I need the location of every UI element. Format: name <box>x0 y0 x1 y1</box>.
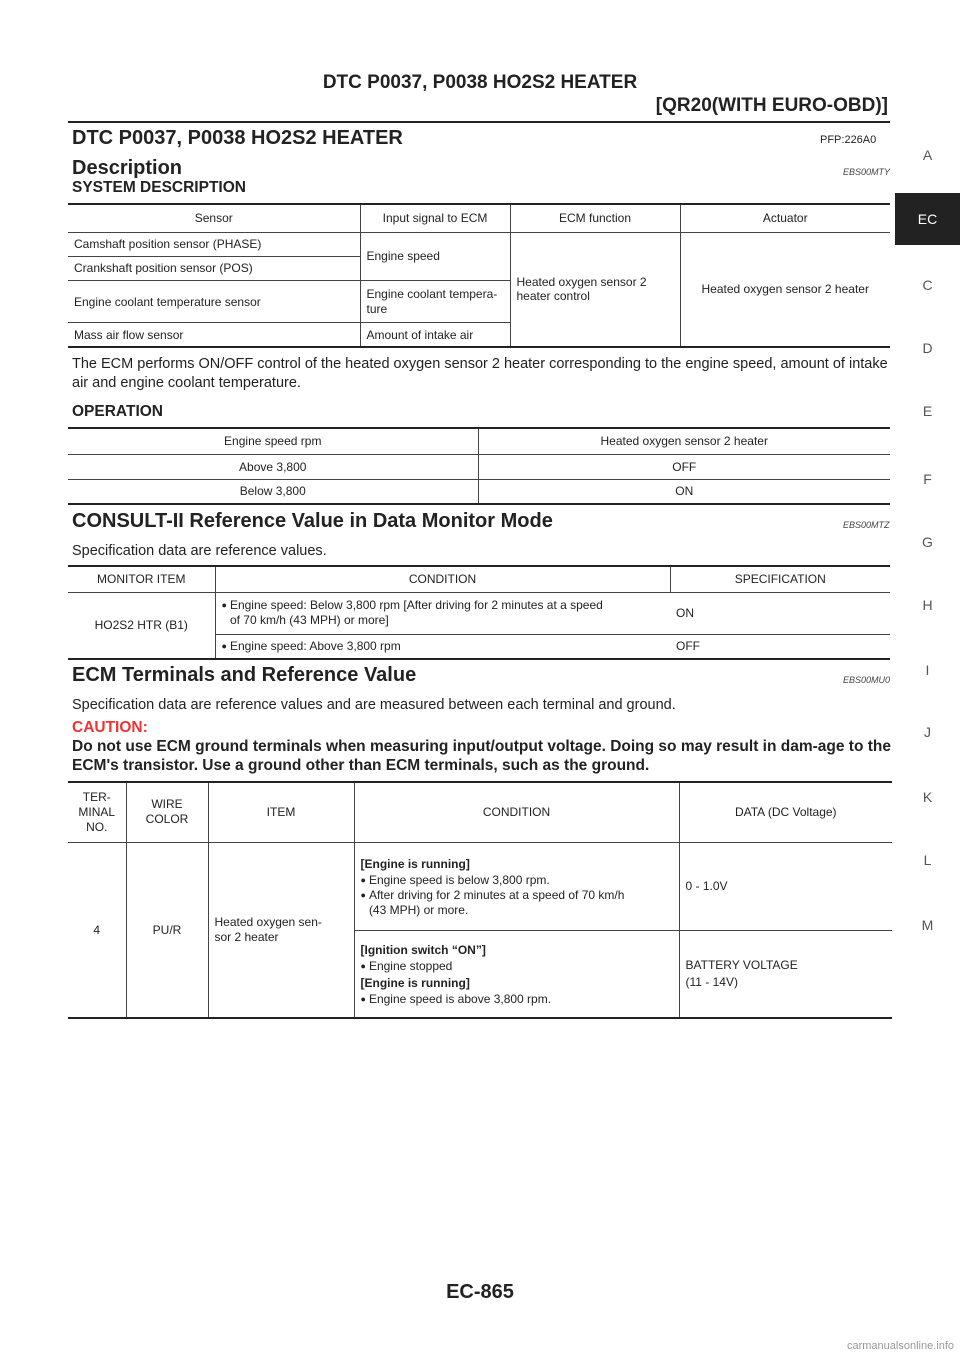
side-index-tab-g[interactable]: G <box>922 534 933 550</box>
spec-cell: OFF <box>676 639 700 654</box>
bullet-icon: ● <box>221 600 227 611</box>
bullet-icon: ● <box>221 640 227 651</box>
side-index-tab-a[interactable]: A <box>922 147 933 163</box>
sensor-cell: Camshaft position sensor (PHASE) <box>68 232 360 256</box>
col-header-wire-color: WIRE COLOR <box>126 782 208 842</box>
sensor-cell: Engine coolant temperature sensor <box>68 281 360 323</box>
col-header-item: ITEM <box>208 782 354 842</box>
col-header-terminal: TER- MINAL NO. <box>68 782 126 842</box>
col-header-monitor-item: MONITOR ITEM <box>68 566 215 592</box>
col-header-specification: SPECIFICATION <box>670 566 890 592</box>
side-index-tab-l[interactable]: L <box>923 852 932 868</box>
consult-table <box>68 565 890 660</box>
condition-cell: ● Engine speed: Above 3,800 rpm <box>215 634 670 659</box>
col-header-heater: Heated oxygen sensor 2 heater <box>478 428 890 454</box>
consult-code: EBS00MTZ <box>843 520 890 530</box>
system-description-heading: SYSTEM DESCRIPTION <box>72 179 246 196</box>
page-number: EC-865 <box>446 1281 514 1303</box>
operation-table <box>68 427 890 505</box>
bullet-icon: ● <box>360 993 366 1004</box>
caution-label: CAUTION: <box>72 719 148 736</box>
col-header-data: DATA (DC Voltage) <box>679 782 892 842</box>
side-index-tab-i[interactable]: I <box>925 662 930 678</box>
col-header-input: Input signal to ECM <box>360 204 510 232</box>
page-header-title: DTC P0037, P0038 HO2S2 HEATER <box>322 72 638 93</box>
consult-heading: CONSULT-II Reference Value in Data Monitor Mode <box>72 510 553 532</box>
item-cell: Heated oxygen sen- sor 2 heater <box>208 842 354 1018</box>
side-index-tab-d[interactable]: D <box>922 340 933 356</box>
actuator-cell: Heated oxygen sensor 2 heater <box>680 232 890 347</box>
ecm-heading: ECM Terminals and Reference Value <box>72 664 417 686</box>
input-cell: Amount of intake air <box>360 323 510 347</box>
col-header-condition: CONDITION <box>215 566 670 592</box>
caution-text: Do not use ECM ground terminals when measuring input/output voltage. Doing so may result in dam-age to the ECM's transistor. Use a ground other than ECM terminals, such as the ground. <box>72 738 891 774</box>
section-title: DTC P0037, P0038 HO2S2 HEATER <box>72 127 403 149</box>
side-index-tab-m[interactable]: M <box>921 917 934 933</box>
page-header-subtitle: [QR20(WITH EURO-OBD)] <box>655 95 888 116</box>
ecm-note: Specification data are reference values and are measured between each terminal and ground. <box>72 697 676 713</box>
side-index-tab-c[interactable]: C <box>922 277 933 293</box>
description-code: EBS00MTY <box>843 167 891 177</box>
watermark: carmanualsonline.info <box>846 1340 954 1352</box>
data-cell: 0 - 1.0V <box>679 842 892 930</box>
col-header-condition: CONDITION <box>354 782 679 842</box>
condition-cell: ● Engine speed: Below 3,800 rpm [After driving for 2 minutes at a speed of 70 km/h (43 MPH) or more] <box>215 592 670 634</box>
side-index-tab-k[interactable]: K <box>922 789 933 805</box>
table-row <box>68 454 890 479</box>
col-header-actuator: Actuator <box>680 204 890 232</box>
function-cell: Heated oxygen sensor 2 heater control <box>510 232 680 347</box>
side-index-tab-h[interactable]: H <box>922 597 933 613</box>
sensor-cell: Crankshaft position sensor (POS) <box>68 256 360 280</box>
bullet-icon: ● <box>360 960 366 971</box>
ecm-code: EBS00MU0 <box>843 675 891 685</box>
ecm-terminal-table <box>68 781 892 1019</box>
side-index-tab-ec[interactable]: EC <box>895 193 960 245</box>
condition-cell: [Ignition switch “ON”] ● Engine stopped [Engine is running] ● Engine speed is above 3,800 rpm. <box>354 930 679 1018</box>
monitor-item-cell: HO2S2 HTR (B1) <box>94 618 188 633</box>
description-heading: Description <box>72 157 183 179</box>
terminal-cell: 4 <box>93 922 101 937</box>
pfp-code: PFP:226A0 <box>820 134 877 146</box>
spec-cell: ON <box>670 592 890 634</box>
side-index-tab-e[interactable]: E <box>922 403 933 419</box>
col-header-sensor: Sensor <box>68 204 360 232</box>
system-description-table <box>68 203 890 348</box>
input-cell: Engine coolant tempera- ture <box>360 281 510 323</box>
description-paragraph: The ECM performs ON/OFF control of the heated oxygen sensor 2 heater corresponding to the engine speed, amount of intake air and engine coolant temperature. <box>72 356 888 391</box>
table-cell: ON <box>478 479 890 504</box>
side-index-tab-f[interactable]: F <box>923 471 932 487</box>
table-cell: Below 3,800 <box>239 484 306 499</box>
table-cell: Above 3,800 <box>68 454 478 479</box>
operation-heading: OPERATION <box>72 403 163 420</box>
consult-note: Specification data are reference values. <box>72 543 327 559</box>
wire-cell: PU/R <box>126 842 208 1018</box>
condition-cell: [Engine is running] ● Engine speed is below 3,800 rpm. ● After driving for 2 minutes at a speed of 70 km/h (43 MPH) or more. <box>354 842 679 930</box>
sensor-cell: Mass air flow sensor <box>74 327 184 342</box>
data-cell: BATTERY VOLTAGE (11 - 14V) <box>679 930 892 1018</box>
bullet-icon: ● <box>360 874 366 885</box>
bullet-icon: ● <box>360 889 366 900</box>
side-index-tab-j[interactable]: J <box>924 724 931 740</box>
table-cell: OFF <box>478 454 890 479</box>
col-header-engine-speed: Engine speed rpm <box>68 428 478 454</box>
col-header-function: ECM function <box>510 204 680 232</box>
table-row <box>68 479 890 504</box>
input-cell: Engine speed <box>360 232 510 280</box>
header-rule <box>68 121 890 123</box>
